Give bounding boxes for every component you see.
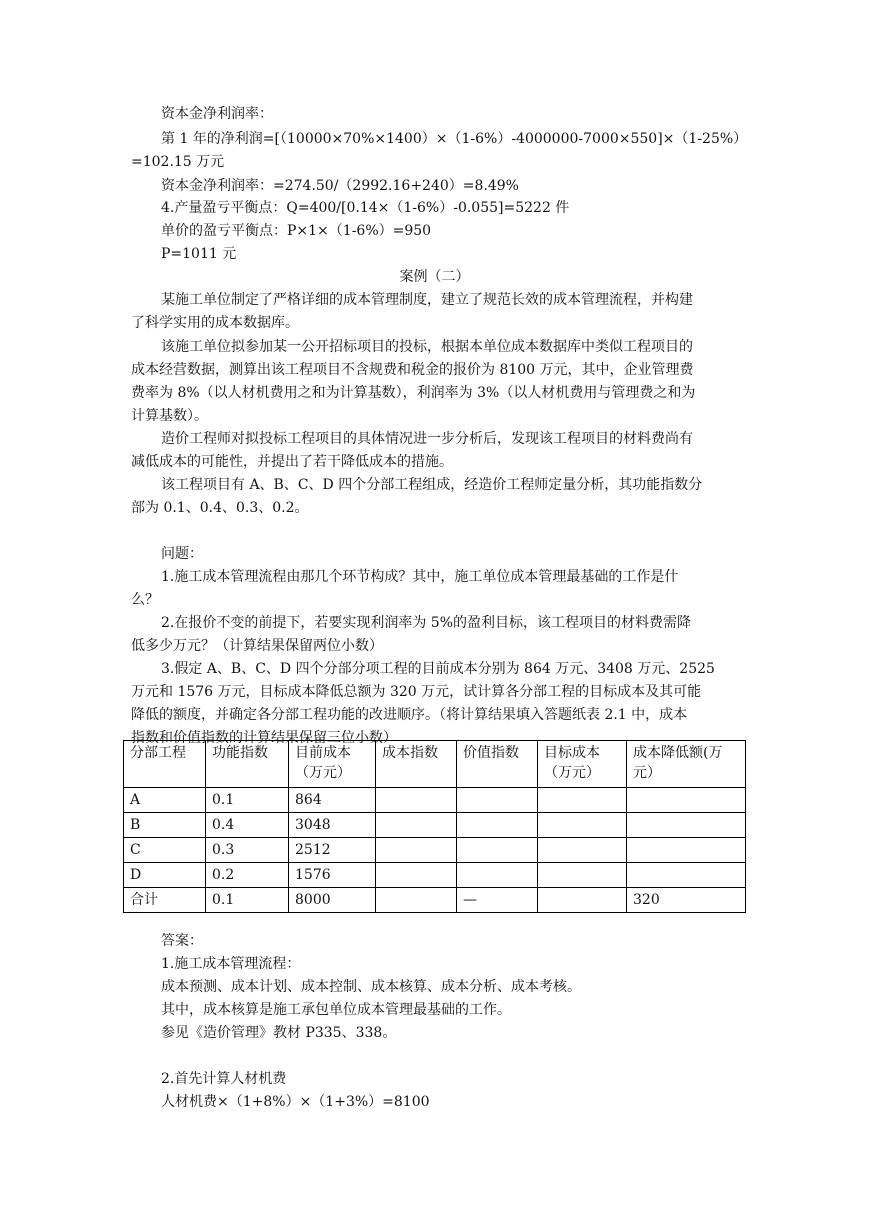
table-cell: 3048 xyxy=(289,813,376,838)
table-cell: D xyxy=(124,863,206,888)
question-line: 万元和 1576 万元，目标成本降低总额为 320 万元，试计算各分部工程的目标成本及其可能 xyxy=(131,684,702,700)
table-header-cell: 成本降低额(万元） xyxy=(627,741,746,788)
table-cell: 合计 xyxy=(124,888,206,913)
table-cell xyxy=(538,813,627,838)
table-row xyxy=(124,863,746,888)
table-cell: B xyxy=(124,813,206,838)
questions-heading: 问题： xyxy=(161,546,203,562)
paragraph-line: 该施工单位拟参加某一公开招标项目的投标，根据本单位成本数据库中类似工程项目的 xyxy=(161,339,693,355)
table-cell xyxy=(457,838,538,863)
table-cell: 0.3 xyxy=(206,838,289,863)
table-cell xyxy=(538,888,627,913)
question-line: 指数和价值指数的计算结果保留三位小数） xyxy=(131,730,397,746)
text-line: =102.15 万元 xyxy=(131,154,225,170)
table-cell: — xyxy=(457,888,538,913)
table-cell: 0.1 xyxy=(206,888,289,913)
paragraph-line: 某施工单位制定了严格详细的成本管理制度，建立了规范长效的成本管理流程，并构建 xyxy=(161,292,693,308)
question-line: 3.假定 A、B、C、D 四个分部分项工程的目前成本分别为 864 万元、3408 万元、2525 xyxy=(161,661,715,677)
answers-heading: 答案： xyxy=(161,933,203,949)
table-cell xyxy=(627,838,746,863)
paragraph-line: 减低成本的可能性，并提出了若干降低成本的措施。 xyxy=(131,454,453,470)
text-line: P=1011 元 xyxy=(161,246,237,262)
table-cell: 864 xyxy=(289,788,376,813)
question-line: 低多少万元？（计算结果保留两位小数） xyxy=(131,638,383,654)
table-cell xyxy=(376,788,457,813)
table-row xyxy=(124,813,746,838)
table-cell xyxy=(376,813,457,838)
table-total-row xyxy=(124,888,746,913)
text-line: 4.产量盈亏平衡点：Q=400/[0.14×（1-6%）-0.055]=5222 件 xyxy=(161,200,570,216)
table-header-cell: 目前成本（万元） xyxy=(289,741,376,788)
table-row xyxy=(124,788,746,813)
paragraph-line: 费率为 8%（以人材机费用之和为计算基数），利润率为 3%（以人材机费用与管理费之和为 xyxy=(131,385,696,401)
table-header-cell: 价值指数 xyxy=(457,741,538,788)
paragraph-line: 部为 0.1、0.4、0.3、0.2。 xyxy=(131,500,309,516)
text-line: 资本金净利润率：=274.50/（2992.16+240）=8.49% xyxy=(161,178,519,194)
question-line: 1.施工成本管理流程由那几个环节构成？其中，施工单位成本管理最基础的工作是什 xyxy=(161,569,679,585)
table-cell xyxy=(457,788,538,813)
question-line: 2.在报价不变的前提下，若要实现利润率为 5%的盈利目标，该工程项目的材料费需降 xyxy=(161,615,692,631)
table-cell: A xyxy=(124,788,206,813)
table-cell: 0.1 xyxy=(206,788,289,813)
paragraph-line: 计算基数）。 xyxy=(131,408,208,424)
answer-line: 成本预测、成本计划、成本控制、成本核算、成本分析、成本考核。 xyxy=(161,979,581,995)
paragraph-line: 了科学实用的成本数据库。 xyxy=(131,315,299,331)
table-cell xyxy=(457,863,538,888)
question-line: 么？ xyxy=(131,592,159,608)
paragraph-line: 该工程项目有 A、B、C、D 四个分部工程组成，经造价工程师定量分析，其功能指数分 xyxy=(161,477,703,493)
answer-line: 参见《造价管理》教材 P335、338。 xyxy=(161,1025,397,1041)
table-cell: 320 xyxy=(627,888,746,913)
answer-line: 其中，成本核算是施工承包单位成本管理最基础的工作。 xyxy=(161,1002,511,1018)
table-cell xyxy=(627,788,746,813)
table-header-row xyxy=(124,741,746,788)
answer-line: 1.施工成本管理流程： xyxy=(161,956,301,972)
table-cell xyxy=(538,863,627,888)
table-cell xyxy=(376,838,457,863)
table-cell xyxy=(376,863,457,888)
table-header-cell: 功能指数 xyxy=(206,741,289,788)
case-title: 案例（二） xyxy=(399,269,470,285)
table-cell: C xyxy=(124,838,206,863)
table-cell: 1576 xyxy=(289,863,376,888)
table-cell xyxy=(627,813,746,838)
text-line: 第 1 年的净利润=[（10000×70%×1400）×（1-6%）-4000000-7000×550]×（1-25%） xyxy=(161,131,748,147)
text-line: 资本金净利润率： xyxy=(161,106,273,122)
paragraph-line: 造价工程师对拟投标工程项目的具体情况进一步分析后，发现该工程项目的材料费尚有 xyxy=(161,431,693,447)
table-header-cell: 分部工程 xyxy=(124,741,206,788)
table-cell: 2512 xyxy=(289,838,376,863)
table-cell: 8000 xyxy=(289,888,376,913)
table-cell xyxy=(457,813,538,838)
table-header-cell: 目标成本（万元） xyxy=(538,741,627,788)
table-cell: 0.4 xyxy=(206,813,289,838)
table-cell: 0.2 xyxy=(206,863,289,888)
table-row xyxy=(124,838,746,863)
answer-line: 2.首先计算人材机费 xyxy=(161,1071,287,1087)
cost-table xyxy=(123,740,746,913)
text-line: 单价的盈亏平衡点：P×1×（1-6%）=950 xyxy=(161,223,432,239)
table-header-cell: 成本指数 xyxy=(376,741,457,788)
question-line: 降低的额度，并确定各分部工程功能的改进顺序。（将计算结果填入答题纸表 2.1 中，成本 xyxy=(131,707,688,723)
paragraph-line: 成本经营数据，测算出该工程项目不含规费和税金的报价为 8100 万元，其中，企业管理费 xyxy=(131,362,694,378)
answer-line: 人材机费×（1+8%）×（1+3%）=8100 xyxy=(161,1094,430,1110)
table-cell xyxy=(538,838,627,863)
table-cell xyxy=(376,888,457,913)
table-cell xyxy=(538,788,627,813)
table-cell xyxy=(627,863,746,888)
